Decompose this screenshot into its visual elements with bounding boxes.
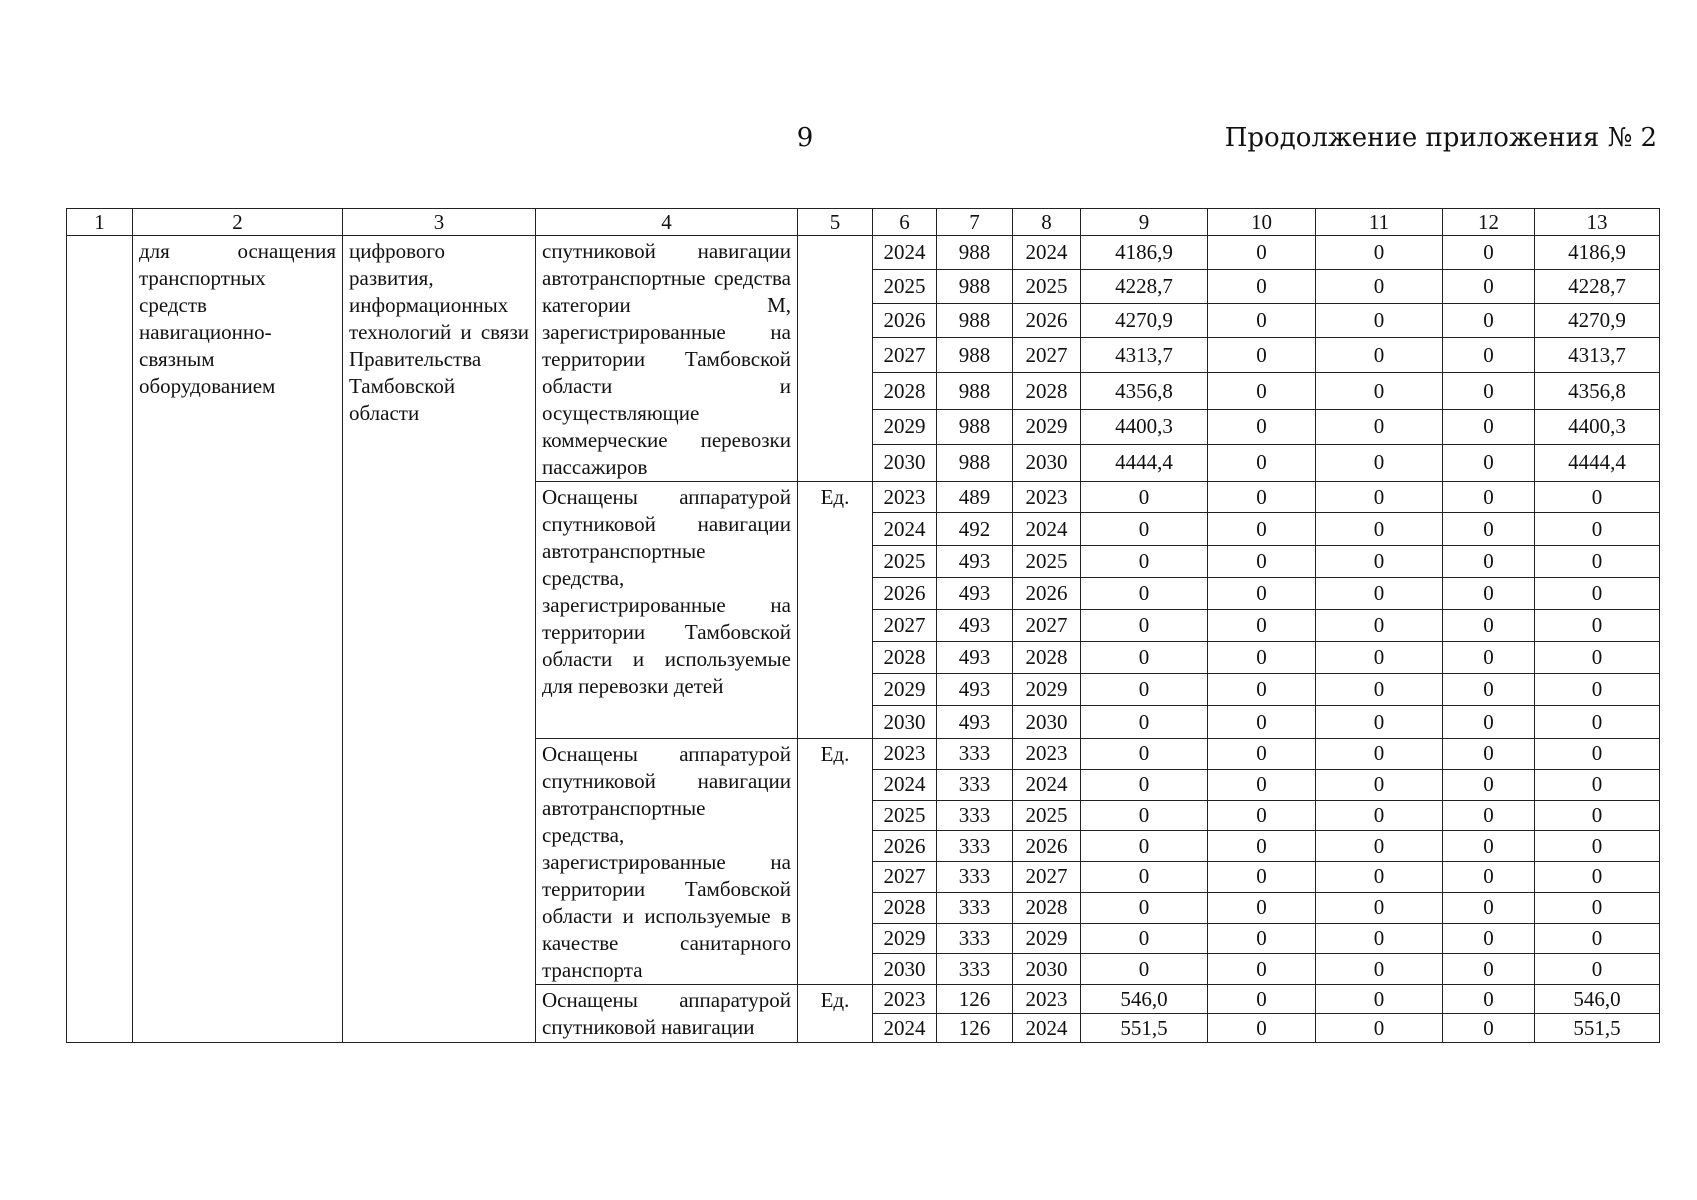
data-cell: 4228,7: [1081, 270, 1208, 304]
data-cell: 2025: [873, 270, 937, 304]
data-cell: 0: [1081, 954, 1208, 985]
data-cell: 0: [1535, 892, 1660, 923]
data-cell: 2029: [873, 409, 937, 444]
data-cell: 2024: [873, 236, 937, 270]
data-cell: 2030: [873, 954, 937, 985]
data-cell: 0: [1316, 923, 1443, 954]
data-cell: 0: [1081, 831, 1208, 862]
data-cell: 0: [1443, 578, 1535, 610]
data-cell: 2028: [1013, 642, 1081, 674]
data-cell: 2024: [873, 1014, 937, 1043]
data-cell: 493: [937, 578, 1013, 610]
data-cell: 0: [1535, 546, 1660, 578]
data-cell: 4313,7: [1081, 338, 1208, 373]
data-cell: 2030: [1013, 954, 1081, 985]
data-cell: 0: [1443, 923, 1535, 954]
data-cell: 0: [1535, 862, 1660, 893]
data-cell: 0: [1208, 892, 1316, 923]
data-cell: 0: [1443, 610, 1535, 642]
data-cell: 4270,9: [1535, 304, 1660, 338]
data-cell: 4356,8: [1535, 373, 1660, 409]
data-cell: 2024: [873, 513, 937, 546]
data-cell: 0: [1316, 338, 1443, 373]
page-number: 9: [796, 123, 814, 153]
data-cell: 2028: [873, 892, 937, 923]
data-cell: 2023: [873, 985, 937, 1014]
data-cell: 333: [937, 923, 1013, 954]
data-cell: 0: [1316, 373, 1443, 409]
data-cell: 0: [1535, 513, 1660, 546]
data-cell: 0: [1443, 304, 1535, 338]
data-cell: 2027: [873, 338, 937, 373]
column-header: 2: [133, 209, 343, 236]
indicator-name-cell: Оснащены аппаратурой спутниковой навигации: [536, 985, 798, 1043]
data-cell: 2023: [1013, 482, 1081, 513]
data-cell: 0: [1208, 985, 1316, 1014]
data-cell: 2026: [873, 578, 937, 610]
data-cell: 4444,4: [1535, 444, 1660, 481]
data-cell: 333: [937, 862, 1013, 893]
cell-col1: [67, 236, 133, 1043]
data-cell: 2030: [1013, 444, 1081, 481]
column-number-row: [67, 209, 1660, 236]
data-cell: 0: [1208, 578, 1316, 610]
data-cell: 988: [937, 444, 1013, 481]
data-cell: 0: [1443, 444, 1535, 481]
data-cell: 0: [1208, 338, 1316, 373]
data-cell: 988: [937, 236, 1013, 270]
data-cell: 0: [1535, 578, 1660, 610]
column-header: 11: [1316, 209, 1443, 236]
data-cell: 0: [1081, 769, 1208, 800]
data-cell: 0: [1208, 642, 1316, 674]
data-cell: 333: [937, 800, 1013, 831]
data-cell: 2030: [873, 444, 937, 481]
data-cell: 489: [937, 482, 1013, 513]
data-cell: 2030: [873, 706, 937, 739]
data-cell: 333: [937, 739, 1013, 770]
data-cell: 0: [1316, 892, 1443, 923]
data-cell: 4270,9: [1081, 304, 1208, 338]
data-cell: 546,0: [1535, 985, 1660, 1014]
data-cell: 4313,7: [1535, 338, 1660, 373]
data-cell: 0: [1443, 954, 1535, 985]
data-cell: 0: [1081, 578, 1208, 610]
data-cell: 4400,3: [1081, 409, 1208, 444]
data-cell: 0: [1316, 409, 1443, 444]
data-cell: 0: [1081, 674, 1208, 706]
data-cell: 988: [937, 270, 1013, 304]
data-cell: 0: [1316, 831, 1443, 862]
data-cell: 0: [1208, 954, 1316, 985]
data-cell: 0: [1208, 831, 1316, 862]
data-cell: 988: [937, 409, 1013, 444]
data-cell: 2029: [1013, 409, 1081, 444]
column-header: 9: [1081, 209, 1208, 236]
data-cell: 0: [1081, 546, 1208, 578]
indicator-name-cell: Оснащены аппаратурой спутниковой навигации автотранспортные средства, зарегистрированные на территории Тамбовской области и используемые в качестве санитарного транспорта: [536, 739, 798, 985]
data-cell: 0: [1208, 739, 1316, 770]
column-header: 3: [343, 209, 536, 236]
data-cell: 0: [1316, 769, 1443, 800]
data-cell: 0: [1443, 338, 1535, 373]
data-cell: 2025: [873, 546, 937, 578]
data-cell: 0: [1208, 674, 1316, 706]
data-cell: 4186,9: [1081, 236, 1208, 270]
data-cell: 2023: [873, 739, 937, 770]
unit-cell: Ед.: [798, 739, 873, 985]
column-header: 1: [67, 209, 133, 236]
data-cell: 0: [1316, 642, 1443, 674]
data-cell: 0: [1535, 800, 1660, 831]
data-cell: 493: [937, 706, 1013, 739]
data-cell: 2023: [1013, 739, 1081, 770]
data-cell: 2025: [1013, 270, 1081, 304]
data-cell: 2027: [1013, 610, 1081, 642]
unit-cell: Ед.: [798, 985, 873, 1043]
data-cell: 2028: [1013, 373, 1081, 409]
data-cell: 0: [1316, 954, 1443, 985]
data-cell: 0: [1535, 674, 1660, 706]
data-cell: 0: [1081, 706, 1208, 739]
indicators-table: [66, 208, 1660, 1043]
unit-cell: Ед.: [798, 482, 873, 739]
data-cell: 0: [1316, 236, 1443, 270]
data-cell: 0: [1208, 862, 1316, 893]
data-cell: 0: [1535, 769, 1660, 800]
data-cell: 2027: [873, 862, 937, 893]
data-cell: 0: [1316, 985, 1443, 1014]
data-cell: 2023: [1013, 985, 1081, 1014]
data-cell: 0: [1443, 642, 1535, 674]
data-cell: 333: [937, 954, 1013, 985]
data-cell: 0: [1316, 270, 1443, 304]
data-cell: 0: [1535, 482, 1660, 513]
data-cell: 2028: [873, 642, 937, 674]
data-cell: 333: [937, 831, 1013, 862]
data-cell: 0: [1316, 862, 1443, 893]
data-cell: 2024: [1013, 1014, 1081, 1043]
column-header: 12: [1443, 209, 1535, 236]
data-cell: 2026: [873, 304, 937, 338]
data-cell: 0: [1316, 674, 1443, 706]
data-cell: 988: [937, 338, 1013, 373]
column-header: 13: [1535, 209, 1660, 236]
data-cell: 0: [1535, 706, 1660, 739]
data-cell: 0: [1535, 923, 1660, 954]
data-cell: 0: [1535, 610, 1660, 642]
unit-cell: [798, 236, 873, 482]
responsible-executor-cell: цифрового развития, информационных технологий и связи Правительства Тамбовской области: [343, 236, 536, 1043]
data-cell: 2025: [1013, 800, 1081, 831]
column-header: 8: [1013, 209, 1081, 236]
data-cell: 0: [1208, 409, 1316, 444]
data-cell: 0: [1316, 610, 1443, 642]
data-cell: 988: [937, 304, 1013, 338]
indicator-name-cell: Оснащены аппаратурой спутниковой навигации автотранспортные средства, зарегистрированные на территории Тамбовской области и используемые для перевозки детей: [536, 482, 798, 739]
data-cell: 2027: [1013, 862, 1081, 893]
data-cell: 2029: [873, 923, 937, 954]
data-cell: 0: [1208, 304, 1316, 338]
data-cell: 551,5: [1535, 1014, 1660, 1043]
data-cell: 2028: [1013, 892, 1081, 923]
data-cell: 4228,7: [1535, 270, 1660, 304]
data-cell: 0: [1208, 236, 1316, 270]
column-header: 5: [798, 209, 873, 236]
data-cell: 2028: [873, 373, 937, 409]
data-cell: 4400,3: [1535, 409, 1660, 444]
data-cell: 0: [1081, 610, 1208, 642]
data-cell: 0: [1443, 513, 1535, 546]
data-cell: 0: [1316, 513, 1443, 546]
column-header: 10: [1208, 209, 1316, 236]
data-cell: 126: [937, 1014, 1013, 1043]
data-cell: 0: [1208, 706, 1316, 739]
data-cell: 0: [1208, 769, 1316, 800]
data-cell: 0: [1316, 304, 1443, 338]
data-cell: 0: [1081, 739, 1208, 770]
column-header: 6: [873, 209, 937, 236]
table-body: [67, 236, 1660, 1043]
data-cell: 0: [1208, 923, 1316, 954]
data-cell: 0: [1208, 270, 1316, 304]
data-cell: 492: [937, 513, 1013, 546]
data-cell: 2029: [873, 674, 937, 706]
data-cell: 493: [937, 610, 1013, 642]
data-cell: 0: [1443, 373, 1535, 409]
data-cell: 0: [1208, 444, 1316, 481]
data-cell: 2024: [1013, 769, 1081, 800]
data-cell: 0: [1081, 862, 1208, 893]
data-cell: 0: [1443, 236, 1535, 270]
data-cell: 0: [1316, 739, 1443, 770]
data-cell: 546,0: [1081, 985, 1208, 1014]
data-cell: 2027: [873, 610, 937, 642]
data-cell: 0: [1316, 1014, 1443, 1043]
data-cell: 0: [1443, 674, 1535, 706]
data-cell: 2023: [873, 482, 937, 513]
data-cell: 2026: [1013, 578, 1081, 610]
data-cell: 493: [937, 674, 1013, 706]
data-cell: 2030: [1013, 706, 1081, 739]
data-cell: 2024: [1013, 513, 1081, 546]
data-cell: 4356,8: [1081, 373, 1208, 409]
column-header: 4: [536, 209, 798, 236]
data-cell: 2026: [1013, 831, 1081, 862]
data-cell: 0: [1535, 954, 1660, 985]
data-cell: 2024: [873, 769, 937, 800]
data-cell: 0: [1316, 800, 1443, 831]
data-cell: 988: [937, 373, 1013, 409]
data-cell: 0: [1443, 706, 1535, 739]
data-cell: 2026: [873, 831, 937, 862]
data-cell: 2029: [1013, 923, 1081, 954]
data-cell: 0: [1443, 862, 1535, 893]
data-cell: 0: [1316, 706, 1443, 739]
data-cell: 0: [1081, 642, 1208, 674]
data-cell: 0: [1208, 482, 1316, 513]
data-cell: 0: [1443, 769, 1535, 800]
data-cell: 126: [937, 985, 1013, 1014]
data-cell: 0: [1208, 546, 1316, 578]
data-cell: 0: [1081, 800, 1208, 831]
data-cell: 0: [1316, 578, 1443, 610]
data-cell: 0: [1208, 800, 1316, 831]
data-cell: 0: [1443, 270, 1535, 304]
data-cell: 2026: [1013, 304, 1081, 338]
data-cell: 0: [1443, 739, 1535, 770]
data-cell: 333: [937, 892, 1013, 923]
data-cell: 0: [1081, 482, 1208, 513]
data-cell: 2029: [1013, 674, 1081, 706]
data-cell: 0: [1535, 739, 1660, 770]
data-cell: 0: [1208, 1014, 1316, 1043]
data-cell: 0: [1316, 546, 1443, 578]
data-cell: 2025: [873, 800, 937, 831]
data-cell: 0: [1443, 1014, 1535, 1043]
data-cell: 0: [1443, 800, 1535, 831]
data-cell: 0: [1535, 642, 1660, 674]
table-row: [67, 236, 1660, 270]
column-header: 7: [937, 209, 1013, 236]
data-cell: 0: [1443, 409, 1535, 444]
data-cell: 4186,9: [1535, 236, 1660, 270]
data-cell: 0: [1208, 513, 1316, 546]
data-cell: 0: [1316, 444, 1443, 481]
data-cell: 493: [937, 546, 1013, 578]
data-cell: 0: [1443, 985, 1535, 1014]
data-cell: 0: [1316, 482, 1443, 513]
data-cell: 2025: [1013, 546, 1081, 578]
data-cell: 0: [1443, 892, 1535, 923]
indicator-name-cell: спутниковой навигации автотранспортные средства категории М, зарегистрированные на территории Тамбовской области и осуществляющие коммерческие перевозки пассажиров: [536, 236, 798, 482]
data-cell: 0: [1535, 831, 1660, 862]
data-cell: 2024: [1013, 236, 1081, 270]
data-cell: 0: [1443, 831, 1535, 862]
data-cell: 0: [1208, 373, 1316, 409]
appendix-continuation-header: Продолжение приложения № 2: [1224, 123, 1657, 153]
data-cell: 2027: [1013, 338, 1081, 373]
data-cell: 0: [1208, 610, 1316, 642]
data-cell: 0: [1081, 892, 1208, 923]
data-cell: 0: [1081, 513, 1208, 546]
data-cell: 551,5: [1081, 1014, 1208, 1043]
data-cell: 4444,4: [1081, 444, 1208, 481]
data-cell: 0: [1443, 482, 1535, 513]
measure-description-cell: для оснащения транспортных средств навигационно-связным оборудованием: [133, 236, 343, 1043]
data-cell: 0: [1081, 923, 1208, 954]
data-cell: 493: [937, 642, 1013, 674]
data-cell: 333: [937, 769, 1013, 800]
data-cell: 0: [1443, 546, 1535, 578]
